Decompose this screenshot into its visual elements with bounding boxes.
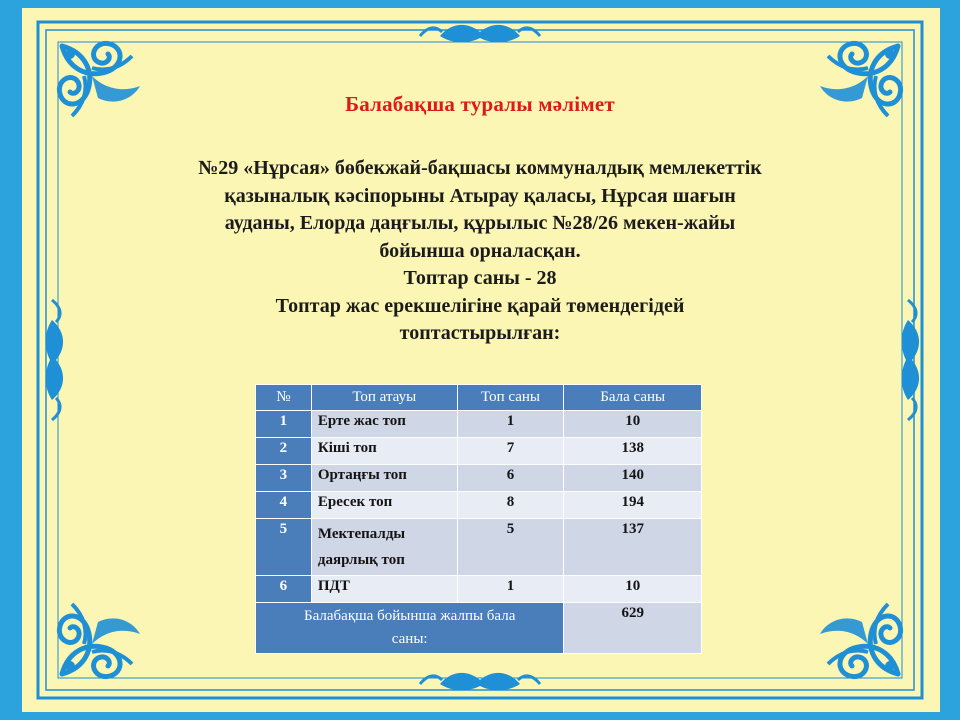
paragraph-line: бойынша орналасқан.: [379, 239, 581, 262]
group-count: 8: [457, 492, 564, 519]
row-number: 1: [256, 411, 312, 438]
slide-title: Балабақша туралы мәлімет: [345, 92, 615, 116]
table-row: [256, 465, 702, 492]
header-number: №: [256, 385, 312, 411]
table-total-row: [256, 603, 702, 654]
paragraph-line: Топтар жас ерекшелігіне қарай төмендегідей: [275, 294, 685, 317]
row-number: 2: [256, 438, 312, 465]
corner-ornament-bottom-right: [820, 604, 901, 677]
table-row: [256, 411, 702, 438]
table-header-row: [256, 385, 702, 411]
groups-table: [255, 384, 702, 654]
children-count: 137: [564, 519, 702, 576]
total-label-line: саны:: [391, 631, 428, 647]
row-number: 3: [256, 465, 312, 492]
side-ornament-bottom: [420, 673, 540, 690]
paragraph-line: №29 «Нұрсая» бөбекжай-бақшасы коммуналдық мемлекеттік: [198, 157, 762, 179]
children-count: 194: [564, 492, 702, 519]
table-row: [256, 576, 702, 603]
group-name: Ересек топ: [311, 492, 457, 519]
group-count: 5: [457, 519, 564, 576]
group-name: Ортаңғы топ: [311, 465, 457, 492]
group-name-line: Мектепалды: [317, 526, 406, 542]
group-count: 1: [457, 576, 564, 603]
corner-ornament-bottom-left: [59, 604, 140, 677]
children-count: 140: [564, 465, 702, 492]
paragraph-line: қазыналық кәсіпорыны Атырау қаласы, Нұрсая шағын: [224, 184, 736, 207]
header-group-count: Топ саны: [457, 385, 564, 411]
paragraph-line: топтастырылған:: [399, 322, 561, 344]
side-ornament-top: [420, 25, 540, 42]
table-row: [256, 519, 702, 576]
side-ornament-right: [902, 300, 919, 420]
children-count: 10: [564, 576, 702, 603]
group-name: ПДТ: [311, 576, 457, 603]
group-count: 7: [457, 438, 564, 465]
description-paragraph: [120, 155, 840, 348]
table-row: [256, 438, 702, 465]
group-name: Ерте жас топ: [311, 411, 457, 438]
row-number: 5: [256, 519, 312, 576]
paragraph-line: ауданы, Елорда даңғылы, құрылыс №28/26 мекен-жайы: [224, 212, 736, 234]
row-number: 4: [256, 492, 312, 519]
header-children-count: Бала саны: [564, 385, 702, 411]
side-ornament-left: [46, 300, 63, 420]
header-group-name: Топ атауы: [311, 385, 457, 411]
group-name: [311, 519, 457, 576]
children-count: 138: [564, 438, 702, 465]
total-label-line: Балабақша бойынша жалпы бала: [304, 608, 516, 624]
row-number: 6: [256, 576, 312, 603]
total-children-count: 629: [564, 603, 702, 654]
group-name-line: даярлық топ: [317, 552, 405, 568]
group-count: 6: [457, 465, 564, 492]
table-row: [256, 492, 702, 519]
group-count-line: Топтар саны - 28: [403, 267, 557, 289]
group-name: Кіші топ: [311, 438, 457, 465]
children-count: 10: [564, 411, 702, 438]
group-count: 1: [457, 411, 564, 438]
total-label: [256, 603, 564, 654]
